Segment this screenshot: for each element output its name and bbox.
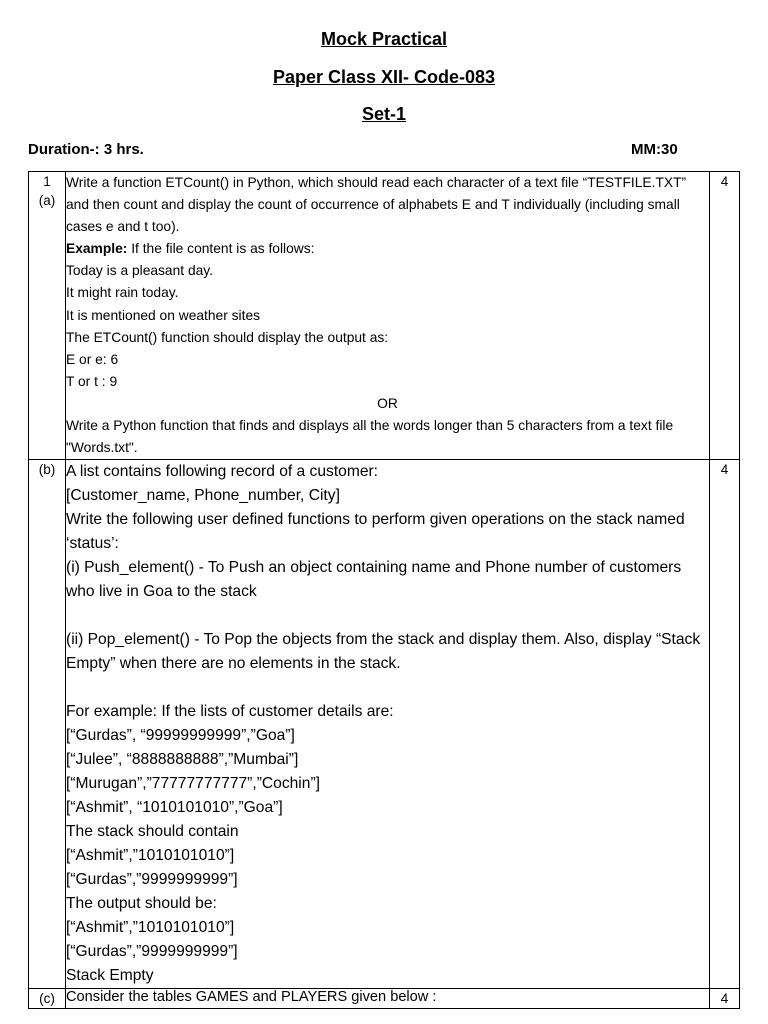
set-label: Set-1	[361, 104, 406, 124]
question-line: [“Julee”, “8888888888”,”Mumbai”]	[66, 751, 299, 769]
question-line: The output should be:	[66, 895, 217, 913]
question-line: [“Gurdas”,”9999999999”]	[66, 943, 238, 961]
question-line: [“Ashmit”,”1010101010”]	[66, 919, 235, 937]
question-line: A list contains following record of a customer:	[66, 463, 379, 481]
question-marks: 4	[710, 989, 740, 1009]
document-title: Mock Practical	[320, 29, 448, 49]
question-line: Stack Empty	[66, 967, 154, 985]
question-number: 1	[43, 174, 51, 189]
question-line: (ii) Pop_element() - To Pop the objects from the stack and display them. Also, display “Stack Empty” when there are no elements in the stack.	[66, 631, 701, 673]
max-marks-label: MM:30	[631, 141, 678, 158]
question-row-1c	[29, 989, 740, 1009]
question-line: [“Gurdas”, “99999999999”,”Goa”]	[66, 727, 295, 745]
example-line	[66, 238, 709, 260]
or-separator: OR	[377, 395, 398, 411]
example-text: If the file content is as follows:	[127, 241, 315, 257]
question-line: T or t : 9	[66, 373, 118, 389]
question-line: Consider the tables GAMES and PLAYERS given below :	[66, 989, 437, 1006]
question-line: For example: If the lists of customer details are:	[66, 703, 394, 721]
blank-line	[66, 676, 709, 700]
question-line: Today is a pleasant day.	[66, 263, 214, 279]
question-part: (b)	[38, 462, 56, 478]
question-line: The stack should contain	[66, 823, 239, 841]
question-line: [“Ashmit”, “1010101010”,”Goa”]	[66, 799, 283, 817]
question-alternative: Write a Python function that finds and displays all the words longer than 5 characters from a text file "Words.txt".	[66, 418, 674, 456]
question-part: (a)	[38, 193, 56, 208]
question-line: [“Ashmit”,”1010101010”]	[66, 847, 235, 865]
question-line: [“Gurdas”,”9999999999”]	[66, 871, 238, 889]
example-label: Example:	[66, 241, 128, 257]
question-marks: 4	[710, 172, 740, 460]
document-subtitle: Paper Class XII- Code-083	[272, 67, 496, 87]
question-number-cell	[29, 172, 66, 460]
questions-table	[28, 171, 740, 1009]
question-line: [Customer_name, Phone_number, City]	[66, 487, 340, 505]
question-row-1a	[29, 172, 740, 460]
question-text-cell	[66, 172, 710, 460]
blank-line	[66, 604, 709, 628]
question-line: [“Murugan”,”77777777777”,”Cochin”]	[66, 775, 320, 793]
question-intro: Write a function ETCount() in Python, which should read each character of a text file “TESTFILE.TXT” and then count and display the count of occurrence of alphabets E and T individually (including small cases e and t too).	[66, 175, 687, 235]
question-line: It might rain today.	[66, 285, 179, 301]
question-text-cell	[66, 460, 710, 989]
question-row-1b	[29, 460, 740, 989]
duration-label: Duration-: 3 hrs.	[28, 141, 144, 158]
question-marks: 4	[710, 460, 740, 989]
question-text-cell	[66, 989, 710, 1009]
question-line: It is mentioned on weather sites	[66, 307, 261, 323]
question-line: (i) Push_element() - To Push an object containing name and Phone number of customers who live in Goa to the stack	[66, 559, 682, 601]
question-number-cell	[29, 460, 66, 989]
question-line: Write the following user defined functions to perform given operations on the stack named ‘status’:	[66, 511, 685, 553]
question-number-cell	[29, 989, 66, 1009]
question-line: E or e: 6	[66, 351, 119, 367]
question-line: The ETCount() function should display the output as:	[66, 329, 389, 345]
question-part: (c)	[39, 991, 55, 1007]
